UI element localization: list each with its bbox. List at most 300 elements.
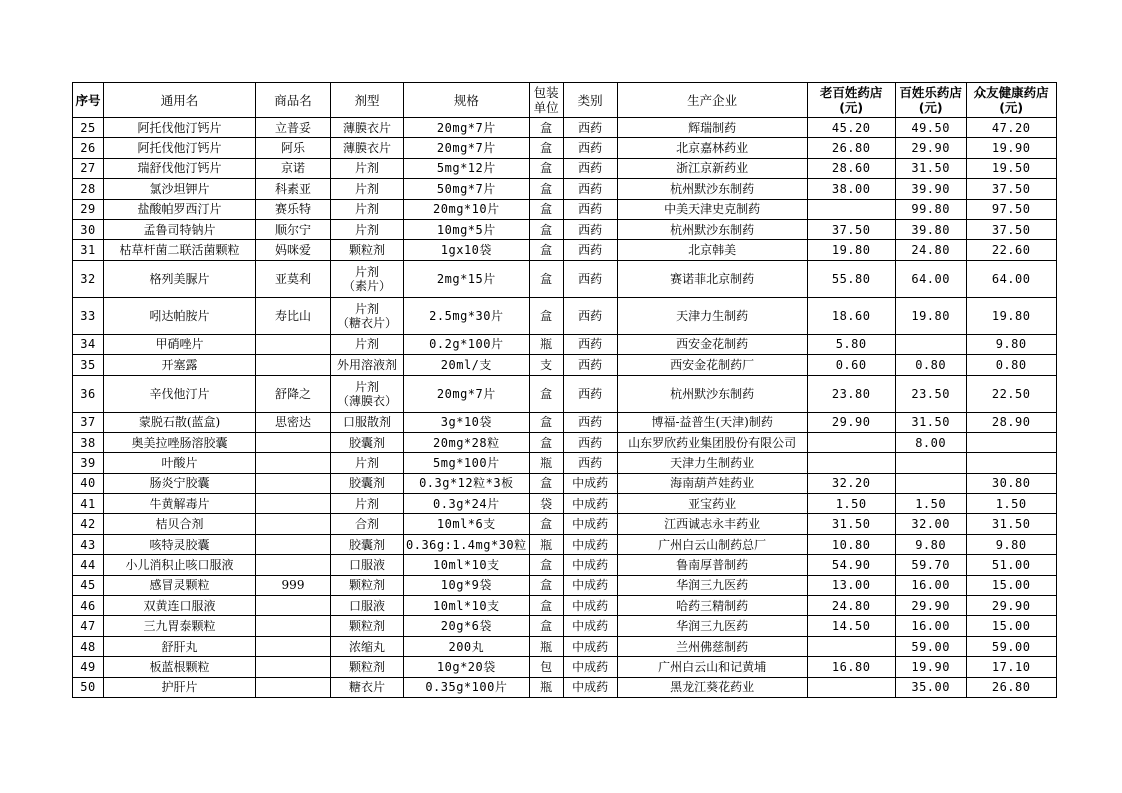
cell-price-zhongyou [966, 432, 1056, 452]
cell-brand-name [256, 473, 331, 493]
cell-package-unit: 瓶 [529, 636, 563, 656]
cell-price-zhongyou: 37.50 [966, 219, 1056, 239]
cell-index: 38 [73, 432, 104, 452]
cell-category: 中成药 [563, 534, 617, 554]
cell-spec: 20mg*7片 [404, 375, 530, 412]
cell-price-zhongyou: 9.80 [966, 534, 1056, 554]
cell-brand-name: 妈咪爱 [256, 240, 331, 260]
cell-dosage-form: 外用溶液剂 [331, 355, 404, 375]
cell-index: 31 [73, 240, 104, 260]
table-row [73, 412, 1057, 432]
cell-price-baixingle: 49.50 [895, 118, 966, 138]
table-row [73, 636, 1057, 656]
cell-brand-name: 立普妥 [256, 118, 331, 138]
cell-generic-name: 奥美拉唑肠溶胶囊 [104, 432, 256, 452]
cell-manufacturer: 辉瑞制药 [617, 118, 807, 138]
cell-spec: 0.3g*12粒*3板 [404, 473, 530, 493]
cell-price-baixingle: 0.80 [895, 355, 966, 375]
cell-package-unit: 盒 [529, 432, 563, 452]
cell-spec: 3g*10袋 [404, 412, 530, 432]
cell-dosage-form: 口服散剂 [331, 412, 404, 432]
col-header-price-laobaixing: 老百姓药店(元) [807, 83, 895, 118]
cell-spec: 50mg*7片 [404, 179, 530, 199]
cell-manufacturer: 亚宝药业 [617, 494, 807, 514]
cell-brand-name [256, 534, 331, 554]
table-row [73, 473, 1057, 493]
cell-price-baixingle: 59.00 [895, 636, 966, 656]
cell-package-unit: 盒 [529, 138, 563, 158]
cell-price-laobaixing [807, 677, 895, 697]
cell-spec: 20mg*28粒 [404, 432, 530, 452]
cell-index: 29 [73, 199, 104, 219]
cell-package-unit: 盒 [529, 118, 563, 138]
cell-brand-name: 思密达 [256, 412, 331, 432]
cell-brand-name: 亚莫利 [256, 260, 331, 297]
cell-package-unit: 瓶 [529, 334, 563, 354]
cell-manufacturer: 浙江京新药业 [617, 158, 807, 178]
cell-generic-name: 格列美脲片 [104, 260, 256, 297]
cell-price-zhongyou: 22.50 [966, 375, 1056, 412]
cell-category: 中成药 [563, 473, 617, 493]
cell-spec: 10ml*10支 [404, 555, 530, 575]
cell-generic-name: 感冒灵颗粒 [104, 575, 256, 595]
cell-spec: 20ml/支 [404, 355, 530, 375]
cell-category: 西药 [563, 199, 617, 219]
cell-price-baixingle: 1.50 [895, 494, 966, 514]
cell-dosage-form: 口服液 [331, 596, 404, 616]
cell-price-zhongyou [966, 453, 1056, 473]
cell-spec: 2.5mg*30片 [404, 297, 530, 334]
cell-price-laobaixing: 1.50 [807, 494, 895, 514]
cell-price-zhongyou: 1.50 [966, 494, 1056, 514]
cell-index: 26 [73, 138, 104, 158]
cell-price-laobaixing [807, 199, 895, 219]
cell-index: 27 [73, 158, 104, 178]
cell-dosage-form: 胶囊剂 [331, 473, 404, 493]
cell-category: 西药 [563, 412, 617, 432]
cell-price-laobaixing: 38.00 [807, 179, 895, 199]
cell-manufacturer: 北京嘉林药业 [617, 138, 807, 158]
cell-brand-name [256, 596, 331, 616]
table-row [73, 158, 1057, 178]
cell-brand-name [256, 494, 331, 514]
table-row [73, 219, 1057, 239]
cell-price-baixingle: 39.80 [895, 219, 966, 239]
cell-price-laobaixing: 24.80 [807, 596, 895, 616]
cell-dosage-form: 合剂 [331, 514, 404, 534]
cell-category: 西药 [563, 138, 617, 158]
cell-price-laobaixing: 26.80 [807, 138, 895, 158]
cell-package-unit: 袋 [529, 494, 563, 514]
cell-generic-name: 辛伐他汀片 [104, 375, 256, 412]
cell-manufacturer: 兰州佛慈制药 [617, 636, 807, 656]
cell-index: 42 [73, 514, 104, 534]
table-row [73, 677, 1057, 697]
cell-price-zhongyou: 51.00 [966, 555, 1056, 575]
cell-category: 西药 [563, 118, 617, 138]
cell-generic-name: 瑞舒伐他汀钙片 [104, 158, 256, 178]
cell-dosage-form: 片剂 [331, 199, 404, 219]
cell-price-baixingle: 64.00 [895, 260, 966, 297]
table-row [73, 534, 1057, 554]
cell-manufacturer: 华润三九医药 [617, 575, 807, 595]
cell-price-laobaixing: 19.80 [807, 240, 895, 260]
cell-price-zhongyou: 0.80 [966, 355, 1056, 375]
cell-price-zhongyou: 22.60 [966, 240, 1056, 260]
cell-generic-name: 蒙脱石散(蓝盒) [104, 412, 256, 432]
cell-spec: 10g*9袋 [404, 575, 530, 595]
cell-price-zhongyou: 30.80 [966, 473, 1056, 493]
cell-category: 西药 [563, 375, 617, 412]
col-header-generic-name: 通用名 [104, 83, 256, 118]
cell-manufacturer: 杭州默沙东制药 [617, 179, 807, 199]
cell-price-baixingle: 24.80 [895, 240, 966, 260]
cell-brand-name: 顺尔宁 [256, 219, 331, 239]
cell-package-unit: 盒 [529, 473, 563, 493]
cell-price-zhongyou: 17.10 [966, 657, 1056, 677]
cell-package-unit: 盒 [529, 219, 563, 239]
cell-price-laobaixing: 28.60 [807, 158, 895, 178]
cell-brand-name: 赛乐特 [256, 199, 331, 219]
cell-category: 中成药 [563, 596, 617, 616]
cell-index: 46 [73, 596, 104, 616]
table-row [73, 453, 1057, 473]
cell-index: 28 [73, 179, 104, 199]
cell-price-baixingle: 8.00 [895, 432, 966, 452]
cell-price-baixingle: 35.00 [895, 677, 966, 697]
cell-category: 中成药 [563, 616, 617, 636]
cell-dosage-form: 片剂 [331, 334, 404, 354]
cell-dosage-form: 片剂 （素片） [331, 260, 404, 297]
cell-package-unit: 盒 [529, 412, 563, 432]
cell-dosage-form: 片剂 [331, 494, 404, 514]
cell-dosage-form: 口服液 [331, 555, 404, 575]
cell-spec: 10mg*5片 [404, 219, 530, 239]
cell-generic-name: 枯草杆菌二联活菌颗粒 [104, 240, 256, 260]
cell-package-unit: 盒 [529, 297, 563, 334]
header-row [73, 83, 1057, 118]
cell-category: 中成药 [563, 636, 617, 656]
cell-package-unit: 盒 [529, 240, 563, 260]
cell-category: 西药 [563, 432, 617, 452]
cell-brand-name [256, 514, 331, 534]
cell-package-unit: 瓶 [529, 534, 563, 554]
cell-brand-name [256, 657, 331, 677]
cell-manufacturer: 北京韩美 [617, 240, 807, 260]
cell-spec: 200丸 [404, 636, 530, 656]
col-header-brand-name: 商品名 [256, 83, 331, 118]
cell-price-baixingle [895, 473, 966, 493]
cell-price-laobaixing: 37.50 [807, 219, 895, 239]
cell-index: 41 [73, 494, 104, 514]
cell-index: 40 [73, 473, 104, 493]
cell-price-baixingle: 19.80 [895, 297, 966, 334]
cell-index: 36 [73, 375, 104, 412]
cell-category: 西药 [563, 219, 617, 239]
cell-spec: 20mg*7片 [404, 118, 530, 138]
cell-index: 32 [73, 260, 104, 297]
cell-package-unit: 包 [529, 657, 563, 677]
cell-brand-name: 科素亚 [256, 179, 331, 199]
cell-dosage-form: 片剂 [331, 158, 404, 178]
cell-category: 中成药 [563, 677, 617, 697]
cell-price-laobaixing: 54.90 [807, 555, 895, 575]
cell-price-zhongyou: 26.80 [966, 677, 1056, 697]
cell-category: 西药 [563, 179, 617, 199]
cell-price-baixingle: 16.00 [895, 575, 966, 595]
cell-dosage-form: 颗粒剂 [331, 657, 404, 677]
cell-price-zhongyou: 19.50 [966, 158, 1056, 178]
table-row [73, 596, 1057, 616]
col-header-index: 序号 [73, 83, 104, 118]
table-row [73, 575, 1057, 595]
cell-price-laobaixing: 10.80 [807, 534, 895, 554]
cell-brand-name: 阿乐 [256, 138, 331, 158]
cell-generic-name: 孟鲁司特钠片 [104, 219, 256, 239]
col-header-package-unit: 包装单位 [529, 83, 563, 118]
cell-spec: 5mg*100片 [404, 453, 530, 473]
cell-generic-name: 盐酸帕罗西汀片 [104, 199, 256, 219]
cell-price-zhongyou: 97.50 [966, 199, 1056, 219]
cell-generic-name: 桔贝合剂 [104, 514, 256, 534]
cell-price-baixingle: 31.50 [895, 412, 966, 432]
cell-category: 西药 [563, 260, 617, 297]
cell-index: 25 [73, 118, 104, 138]
cell-dosage-form: 片剂 [331, 219, 404, 239]
cell-spec: 20mg*7片 [404, 138, 530, 158]
cell-manufacturer: 西安金花制药厂 [617, 355, 807, 375]
cell-package-unit: 盒 [529, 179, 563, 199]
cell-package-unit: 盒 [529, 158, 563, 178]
cell-index: 37 [73, 412, 104, 432]
table-row [73, 118, 1057, 138]
cell-manufacturer: 哈药三精制药 [617, 596, 807, 616]
cell-generic-name: 三九胃泰颗粒 [104, 616, 256, 636]
cell-index: 39 [73, 453, 104, 473]
cell-brand-name [256, 636, 331, 656]
cell-package-unit: 瓶 [529, 453, 563, 473]
cell-category: 西药 [563, 355, 617, 375]
cell-dosage-form: 颗粒剂 [331, 575, 404, 595]
cell-price-laobaixing: 16.80 [807, 657, 895, 677]
cell-package-unit: 盒 [529, 575, 563, 595]
cell-category: 西药 [563, 453, 617, 473]
table-body [73, 118, 1057, 698]
cell-manufacturer: 江西诚志永丰药业 [617, 514, 807, 534]
col-header-price-zhongyou: 众友健康药店(元) [966, 83, 1056, 118]
cell-brand-name [256, 555, 331, 575]
cell-category: 西药 [563, 297, 617, 334]
cell-manufacturer: 山东罗欣药业集团股份有限公司 [617, 432, 807, 452]
cell-index: 33 [73, 297, 104, 334]
cell-price-baixingle: 29.90 [895, 596, 966, 616]
cell-price-laobaixing: 18.60 [807, 297, 895, 334]
cell-price-zhongyou: 9.80 [966, 334, 1056, 354]
cell-manufacturer: 华润三九医药 [617, 616, 807, 636]
cell-manufacturer: 西安金花制药 [617, 334, 807, 354]
cell-generic-name: 双黄连口服液 [104, 596, 256, 616]
cell-package-unit: 盒 [529, 616, 563, 636]
cell-dosage-form: 片剂 [331, 179, 404, 199]
cell-price-laobaixing: 29.90 [807, 412, 895, 432]
cell-price-laobaixing: 13.00 [807, 575, 895, 595]
col-header-manufacturer: 生产企业 [617, 83, 807, 118]
cell-manufacturer: 广州白云山和记黄埔 [617, 657, 807, 677]
cell-index: 49 [73, 657, 104, 677]
cell-price-zhongyou: 28.90 [966, 412, 1056, 432]
cell-generic-name: 叶酸片 [104, 453, 256, 473]
cell-price-baixingle: 23.50 [895, 375, 966, 412]
cell-index: 47 [73, 616, 104, 636]
cell-dosage-form: 颗粒剂 [331, 616, 404, 636]
cell-spec: 0.2g*100片 [404, 334, 530, 354]
cell-package-unit: 盒 [529, 555, 563, 575]
cell-price-zhongyou: 47.20 [966, 118, 1056, 138]
table-row [73, 494, 1057, 514]
cell-price-zhongyou: 15.00 [966, 575, 1056, 595]
table-row [73, 199, 1057, 219]
cell-category: 中成药 [563, 657, 617, 677]
cell-package-unit: 盒 [529, 514, 563, 534]
cell-category: 中成药 [563, 514, 617, 534]
col-header-category: 类别 [563, 83, 617, 118]
cell-package-unit: 盒 [529, 260, 563, 297]
cell-price-laobaixing: 5.80 [807, 334, 895, 354]
cell-manufacturer: 博福-益普生(天津)制药 [617, 412, 807, 432]
cell-dosage-form: 颗粒剂 [331, 240, 404, 260]
cell-package-unit: 盒 [529, 375, 563, 412]
cell-price-baixingle [895, 453, 966, 473]
cell-price-baixingle: 99.80 [895, 199, 966, 219]
cell-spec: 20mg*10片 [404, 199, 530, 219]
table-row [73, 616, 1057, 636]
cell-dosage-form: 胶囊剂 [331, 432, 404, 452]
cell-price-laobaixing: 55.80 [807, 260, 895, 297]
cell-manufacturer: 赛诺菲北京制药 [617, 260, 807, 297]
cell-manufacturer: 杭州默沙东制药 [617, 375, 807, 412]
cell-price-laobaixing: 31.50 [807, 514, 895, 534]
cell-manufacturer: 黑龙江葵花药业 [617, 677, 807, 697]
cell-index: 43 [73, 534, 104, 554]
cell-price-baixingle: 16.00 [895, 616, 966, 636]
cell-spec: 10g*20袋 [404, 657, 530, 677]
cell-brand-name: 999 [256, 575, 331, 595]
table-row [73, 432, 1057, 452]
cell-price-laobaixing [807, 453, 895, 473]
price-table [72, 82, 1057, 698]
table-row [73, 657, 1057, 677]
cell-price-baixingle: 32.00 [895, 514, 966, 534]
cell-manufacturer: 海南葫芦娃药业 [617, 473, 807, 493]
table-row [73, 355, 1057, 375]
cell-dosage-form: 薄膜衣片 [331, 138, 404, 158]
cell-generic-name: 甲硝唑片 [104, 334, 256, 354]
cell-price-laobaixing [807, 636, 895, 656]
cell-spec: 2mg*15片 [404, 260, 530, 297]
cell-price-zhongyou: 19.80 [966, 297, 1056, 334]
cell-generic-name: 氯沙坦钾片 [104, 179, 256, 199]
cell-manufacturer: 广州白云山制药总厂 [617, 534, 807, 554]
cell-price-baixingle: 59.70 [895, 555, 966, 575]
cell-price-zhongyou: 19.90 [966, 138, 1056, 158]
cell-generic-name: 咳特灵胶囊 [104, 534, 256, 554]
cell-generic-name: 护肝片 [104, 677, 256, 697]
cell-price-baixingle: 29.90 [895, 138, 966, 158]
cell-brand-name: 京诺 [256, 158, 331, 178]
cell-generic-name: 吲达帕胺片 [104, 297, 256, 334]
cell-generic-name: 小儿消积止咳口服液 [104, 555, 256, 575]
cell-category: 西药 [563, 240, 617, 260]
cell-price-baixingle: 31.50 [895, 158, 966, 178]
cell-generic-name: 舒肝丸 [104, 636, 256, 656]
table-row [73, 138, 1057, 158]
cell-manufacturer: 天津力生制药业 [617, 453, 807, 473]
cell-dosage-form: 薄膜衣片 [331, 118, 404, 138]
cell-index: 45 [73, 575, 104, 595]
cell-dosage-form: 糖衣片 [331, 677, 404, 697]
cell-dosage-form: 片剂 （糖衣片） [331, 297, 404, 334]
cell-category: 西药 [563, 158, 617, 178]
cell-package-unit: 瓶 [529, 677, 563, 697]
cell-price-laobaixing: 0.60 [807, 355, 895, 375]
cell-brand-name [256, 355, 331, 375]
cell-index: 34 [73, 334, 104, 354]
cell-dosage-form: 片剂 [331, 453, 404, 473]
table-row [73, 240, 1057, 260]
cell-spec: 1gx10袋 [404, 240, 530, 260]
cell-spec: 10ml*10支 [404, 596, 530, 616]
cell-index: 35 [73, 355, 104, 375]
cell-price-zhongyou: 59.00 [966, 636, 1056, 656]
cell-package-unit: 盒 [529, 199, 563, 219]
cell-index: 48 [73, 636, 104, 656]
table-row [73, 297, 1057, 334]
cell-price-zhongyou: 64.00 [966, 260, 1056, 297]
cell-index: 50 [73, 677, 104, 697]
cell-price-baixingle: 19.90 [895, 657, 966, 677]
cell-manufacturer: 天津力生制药 [617, 297, 807, 334]
col-header-spec: 规格 [404, 83, 530, 118]
cell-brand-name [256, 453, 331, 473]
cell-price-laobaixing: 14.50 [807, 616, 895, 636]
cell-brand-name [256, 616, 331, 636]
cell-generic-name: 阿托伐他汀钙片 [104, 118, 256, 138]
cell-category: 西药 [563, 334, 617, 354]
table-row [73, 555, 1057, 575]
cell-price-zhongyou: 31.50 [966, 514, 1056, 534]
cell-package-unit: 盒 [529, 596, 563, 616]
cell-price-laobaixing: 45.20 [807, 118, 895, 138]
cell-category: 中成药 [563, 555, 617, 575]
cell-generic-name: 阿托伐他汀钙片 [104, 138, 256, 158]
table-row [73, 179, 1057, 199]
cell-price-zhongyou: 37.50 [966, 179, 1056, 199]
cell-category: 中成药 [563, 494, 617, 514]
cell-price-laobaixing: 23.80 [807, 375, 895, 412]
table-row [73, 514, 1057, 534]
cell-spec: 0.36g:1.4mg*30粒 [404, 534, 530, 554]
table-row [73, 334, 1057, 354]
cell-spec: 10ml*6支 [404, 514, 530, 534]
cell-spec: 5mg*12片 [404, 158, 530, 178]
cell-brand-name: 舒降之 [256, 375, 331, 412]
cell-price-laobaixing: 32.20 [807, 473, 895, 493]
cell-manufacturer: 中美天津史克制药 [617, 199, 807, 219]
cell-category: 中成药 [563, 575, 617, 595]
cell-price-zhongyou: 29.90 [966, 596, 1056, 616]
cell-price-laobaixing [807, 432, 895, 452]
cell-generic-name: 板蓝根颗粒 [104, 657, 256, 677]
